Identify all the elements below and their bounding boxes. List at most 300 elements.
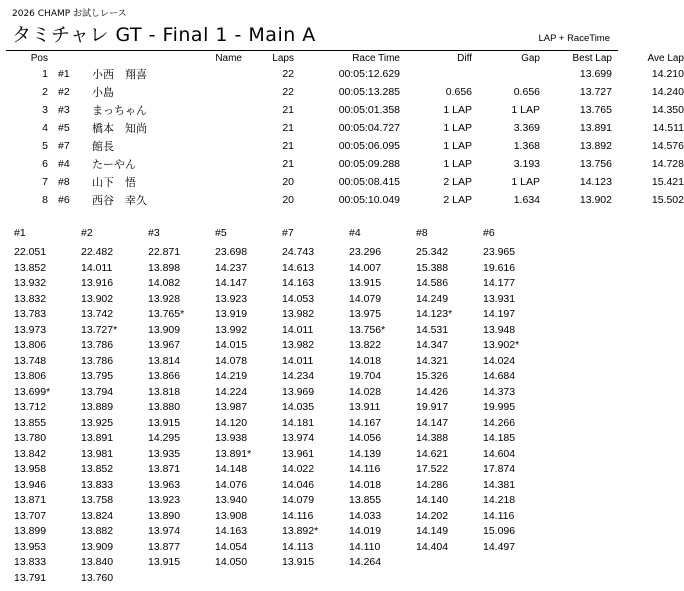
lap-time-cell: 23.965 [483,246,516,258]
result-laps: 20 [282,176,294,188]
lap-row [14,416,550,432]
results-table-body [10,65,684,209]
lap-time-cell [483,555,550,571]
lap-row [14,323,550,339]
lap-time-cell: 14.219 [215,370,248,382]
lap-time-cell: 14.054 [215,540,248,553]
lap-row [14,447,550,463]
result-race-time: 00:05:06.095 [338,140,400,152]
result-gap: 1 LAP [511,104,540,116]
lap-time-cell: 13.969 [282,385,315,398]
lap-time-cell: 14.373 [483,385,516,398]
lap-time-cell: 14.011 [81,261,113,274]
lap-time-cell: 14.076 [215,478,248,491]
lap-time-cell: 13.818 [148,385,181,398]
result-diff: 1 LAP [443,104,472,116]
lap-time-cell: 13.946 [14,478,47,491]
lap-time-cell: 13.961 [282,447,315,460]
lap-row [14,276,550,292]
lap-time-cell: 15.096 [483,525,516,537]
lap-column-header: #8 [416,227,428,239]
result-ave-lap: 15.502 [651,194,684,206]
result-laps: 20 [282,194,294,206]
lap-time-cell: 13.953 [14,540,47,553]
results-table [10,51,684,209]
lap-time-cell: 13.795 [81,370,114,382]
lap-time-cell: 13.935 [148,447,181,460]
lap-time-cell [483,571,550,587]
lap-time-cell: 13.902 [81,292,114,305]
result-best-lap: 13.756 [579,158,612,170]
result-diff: 0.656 [445,86,472,98]
lap-time-cell: 14.050 [215,556,248,568]
result-race-time: 00:05:09.288 [338,158,400,170]
lap-time-cell: 13.814 [148,354,181,367]
lap-time-cell: 23.296 [349,246,382,258]
lap-time-cell: 13.923 [148,494,181,506]
result-ave-lap: 15.421 [651,176,684,188]
lap-time-cell: 13.760 [81,571,114,584]
col-header-pos: Pos [30,53,48,64]
lap-time-cell: 13.890 [148,509,181,522]
lap-time-cell: 13.855 [14,416,47,429]
lap-time-cell: 13.871 [148,463,181,475]
lap-time-cell: 13.963 [148,478,181,491]
lap-time-cell: 14.022 [282,463,315,475]
table-row [10,101,684,119]
lap-row [14,245,550,261]
lap-time-cell: 14.266 [483,416,516,429]
lap-time-cell: 17.522 [416,463,449,475]
lap-time-cell: 13.899 [14,525,47,537]
result-driver-name: 橋本 知尚 [92,122,147,135]
result-ave-lap: 14.210 [651,68,684,80]
lap-times-table [14,227,550,586]
lap-time-cell: 14.218 [483,494,516,506]
lap-time-cell: 14.237 [215,261,248,274]
result-laps: 21 [282,104,294,116]
lap-time-cell: 14.185 [483,432,516,444]
lap-time-cell: 14.295 [148,432,181,444]
lap-column-header: #4 [349,227,361,239]
lap-time-cell: 14.028 [349,385,382,398]
result-pos: 7 [42,176,48,188]
lap-time-cell: 13.783 [14,308,47,320]
lap-row [14,540,550,556]
lap-time-cell: 22.051 [14,246,47,258]
col-header-ave-lap: Ave Lap [647,53,684,64]
lap-time-cell: 13.915 [349,277,382,289]
result-car-number: #3 [58,104,70,116]
result-car-number: #2 [58,86,70,98]
lap-time-cell: 13.948 [483,323,516,336]
lap-time-cell: 19.917 [416,401,449,413]
lap-time-cell [282,571,349,587]
lap-time-cell: 13.891* [215,447,252,460]
result-car-number: #4 [58,158,70,170]
lap-time-cell: 13.806 [14,370,47,382]
table-row [10,65,684,83]
lap-time-cell: 13.992 [215,323,248,336]
lap-row [14,338,550,354]
lap-time-cell: 13.987 [215,401,248,413]
result-car-number: #6 [58,194,70,206]
lap-time-cell: 13.958 [14,463,47,475]
lap-time-cell: 14.197 [483,308,516,320]
result-best-lap: 14.123 [579,176,612,188]
lap-time-cell: 14.140 [416,494,449,506]
result-ave-lap: 14.350 [651,104,684,116]
lap-time-cell: 14.404 [416,540,449,553]
lap-time-cell: 14.035 [282,401,315,413]
lap-time-cell: 13.871 [14,494,47,506]
lap-time-cell: 14.163 [215,525,248,537]
lap-time-cell: 13.699* [14,385,51,398]
result-pos: 2 [42,86,48,98]
result-driver-name: 山下 悟 [92,176,136,189]
lap-times-section [0,227,624,586]
results-header-row [10,51,684,65]
result-diff: 2 LAP [443,194,472,206]
result-pos: 1 [42,68,48,80]
lap-time-cell: 17.874 [483,463,516,475]
result-laps: 21 [282,122,294,134]
lap-time-cell: 14.388 [416,432,449,444]
result-car-number: #7 [58,140,70,152]
result-gap: 1.368 [513,140,540,152]
lap-time-cell: 15.388 [416,261,449,274]
result-laps: 21 [282,140,294,152]
table-row [10,137,684,155]
result-best-lap: 13.699 [579,68,612,80]
result-driver-name: 西谷 幸久 [92,194,147,207]
result-best-lap: 13.765 [579,104,612,116]
result-ave-lap: 14.511 [652,122,684,134]
lap-time-cell: 13.909 [148,323,181,336]
lap-time-cell: 14.684 [483,370,516,382]
lap-time-cell: 13.974 [282,432,315,444]
lap-time-cell: 13.932 [14,277,47,289]
lap-time-cell: 14.078 [215,354,248,367]
lap-time-cell: 13.707 [14,509,47,522]
lap-row [14,307,550,323]
lap-time-cell: 13.880 [148,401,181,413]
lap-time-cell: 13.909 [81,540,114,553]
lap-time-cell: 13.780 [14,432,47,444]
col-header-race-time: Race Time [352,53,400,64]
lap-time-cell [148,571,215,587]
result-laps: 21 [282,158,294,170]
lap-time-cell: 14.621 [416,447,449,460]
col-header-laps: Laps [272,53,294,64]
lap-time-cell: 14.019 [349,525,382,537]
lap-time-cell: 13.902* [483,339,520,351]
lap-column-header: #7 [282,227,294,239]
result-gap: 3.369 [513,122,540,134]
lap-time-cell: 14.426 [416,385,449,398]
lap-time-cell: 14.116 [483,509,515,522]
table-row [10,173,684,191]
lap-time-cell: 13.940 [215,494,248,506]
result-diff: 1 LAP [443,122,472,134]
lap-row [14,400,550,416]
result-driver-name: 館長 [92,140,114,153]
lap-time-cell: 14.079 [349,292,382,305]
lap-time-cell: 13.712 [14,401,47,413]
result-laps: 22 [282,68,294,80]
lap-time-cell: 13.866 [148,370,181,382]
result-race-time: 00:05:12.629 [338,68,400,80]
lap-time-cell: 13.840 [81,556,114,568]
result-race-time: 00:05:08.415 [338,176,400,188]
lap-time-cell: 13.915 [148,556,181,568]
result-ave-lap: 14.728 [651,158,684,170]
lap-row [14,509,550,525]
event-subtitle: 2026 CHAMP お試しレース [12,9,127,19]
result-pos: 4 [42,122,48,134]
result-ave-lap: 14.240 [651,86,684,98]
lap-time-cell: 19.995 [483,401,516,413]
result-gap: 1.634 [513,194,540,206]
lap-time-cell: 14.604 [483,447,516,460]
result-race-time: 00:05:04.727 [338,122,400,134]
lap-time-cell: 13.915 [148,416,181,429]
lap-time-cell: 13.916 [81,277,114,289]
lap-row [14,292,550,308]
lap-time-cell: 14.018 [349,478,382,491]
lap-row [14,462,550,478]
lap-time-cell: 14.234 [282,370,315,382]
lap-time-cell: 14.347 [416,339,449,351]
lap-time-cell: 13.852 [14,261,47,274]
lap-time-cell: 14.381 [483,478,516,491]
lap-time-cell: 14.147 [416,416,449,429]
lap-time-cell: 14.113 [282,540,314,553]
lap-time-cell [416,555,483,571]
lap-time-cell: 13.967 [148,339,181,351]
lap-time-cell: 14.149 [416,525,449,537]
lap-time-cell: 22.482 [81,246,114,258]
lap-time-cell: 14.015 [215,339,248,351]
lap-time-cell: 14.531 [416,323,449,336]
result-diff [400,65,472,83]
lap-time-cell: 13.982 [282,308,315,320]
lap-time-cell: 14.181 [282,416,315,429]
lap-time-cell: 14.148 [215,463,248,475]
result-best-lap: 13.891 [579,122,612,134]
lap-time-cell: 14.007 [349,261,382,274]
lap-time-cell: 14.116 [282,509,314,522]
result-car-number: #8 [58,176,70,188]
result-race-time: 00:05:13.285 [338,86,400,98]
lap-time-cell: 14.147 [215,277,248,289]
col-header-name: Name [215,53,242,64]
lap-time-cell: 14.586 [416,277,449,289]
lap-time-cell: 13.973 [14,323,47,336]
result-pos: 6 [42,158,48,170]
lap-time-cell: 13.974 [148,525,181,537]
lap-column-header: #1 [14,227,26,239]
lap-time-cell: 13.794 [81,385,114,398]
lap-time-cell: 14.224 [215,385,248,398]
lap-time-cell: 13.981 [81,447,114,460]
lap-time-cell: 23.698 [215,246,248,258]
lap-time-cell: 13.833 [81,478,114,491]
lap-time-cell: 14.264 [349,556,382,568]
lap-time-cell: 14.249 [416,292,449,305]
lap-time-cell: 13.756* [349,323,386,336]
lap-time-cell: 14.202 [416,509,449,522]
lap-time-cell: 14.123* [416,308,453,320]
lap-time-cell: 14.286 [416,478,449,491]
lap-time-cell: 14.116 [349,463,381,475]
lap-time-cell: 13.842 [14,447,47,460]
result-car-number: #1 [58,68,70,80]
result-driver-name: たーやん [92,158,136,171]
result-laps: 22 [282,86,294,98]
lap-time-cell: 13.742 [81,308,114,320]
lap-time-cell: 14.177 [483,277,516,289]
lap-time-cell: 13.852 [81,463,114,475]
lap-time-cell: 13.931 [483,292,516,305]
lap-time-cell: 13.919 [215,308,248,320]
result-gap: 3.193 [513,158,540,170]
lap-column-header: #3 [148,227,160,239]
result-diff: 1 LAP [443,158,472,170]
table-row [10,119,684,137]
lap-time-cell: 13.982 [282,339,315,351]
lap-time-cell: 13.891 [81,432,114,444]
lap-time-cell: 13.832 [14,292,47,305]
lap-time-cell: 14.082 [148,277,181,289]
lap-time-cell: 14.321 [416,354,449,367]
lap-time-cell [416,571,483,587]
lap-time-cell: 13.877 [148,540,181,553]
lap-time-cell: 13.925 [81,416,114,429]
lap-time-cell: 13.882 [81,525,114,537]
lap-row [14,385,550,401]
lap-time-cell: 14.167 [349,416,382,429]
table-row [10,155,684,173]
lap-time-cell: 14.024 [483,354,516,367]
lap-time-cell: 14.613 [282,261,315,274]
lap-row [14,524,550,540]
lap-time-cell: 14.011 [282,323,314,336]
lap-row [14,555,550,571]
result-race-time: 00:05:10.049 [338,194,400,206]
result-driver-name: 小西 翔喜 [92,68,147,81]
page-header [0,0,624,47]
lap-row [14,354,550,370]
lap-times-header-row [14,227,550,245]
result-diff: 1 LAP [443,140,472,152]
lap-time-cell: 14.011 [282,354,314,367]
lap-time-cell: 24.743 [282,246,315,258]
result-pos: 8 [42,194,48,206]
lap-time-cell: 13.822 [349,339,382,351]
lap-time-cell: 13.824 [81,509,114,522]
lap-time-cell: 14.110 [349,540,381,553]
lap-time-cell: 14.056 [349,432,382,444]
lap-time-cell: 25.342 [416,246,449,258]
lap-time-cell: 13.806 [14,339,47,351]
lap-time-cell: 13.791 [14,571,47,584]
result-best-lap: 13.727 [579,86,612,98]
lap-time-cell: 14.018 [349,354,382,367]
lap-row [14,493,550,509]
result-gap [472,65,540,83]
lap-time-cell: 13.975 [349,308,382,320]
page-title: タミチャレ GT - Final 1 - Main A [12,24,316,46]
lap-time-cell: 13.923 [215,292,248,305]
lap-column-header: #2 [81,227,93,239]
lap-time-cell: 15.326 [416,370,449,382]
lap-time-cell: 13.915 [282,556,315,568]
result-pos: 5 [42,140,48,152]
lap-time-cell: 13.928 [148,292,181,305]
lap-times-body [14,245,550,586]
result-race-time: 00:05:01.358 [338,104,400,116]
results-table-wrap [0,51,684,209]
result-gap: 1 LAP [511,176,540,188]
lap-time-cell: 13.911 [349,401,381,413]
result-best-lap: 13.892 [579,140,612,152]
lap-time-cell: 13.786 [81,339,114,351]
lap-time-cell: 19.704 [349,370,382,382]
result-car-number: #5 [58,122,70,134]
lap-time-cell: 14.053 [282,292,315,305]
lap-time-cell: 13.855 [349,494,382,506]
result-pos: 3 [42,104,48,116]
lap-time-cell: 13.786 [81,354,114,367]
lap-times-head [14,227,550,245]
result-best-lap: 13.902 [579,194,612,206]
lap-row [14,571,550,587]
result-gap: 0.656 [513,86,540,98]
lap-row [14,261,550,277]
lap-time-cell: 13.758 [81,494,114,506]
lap-row [14,431,550,447]
lap-time-cell: 14.120 [215,416,248,429]
lap-time-cell: 13.833 [14,556,47,568]
lap-time-cell: 14.079 [282,494,315,506]
lap-time-cell: 14.033 [349,509,382,522]
result-ave-lap: 14.576 [651,140,684,152]
col-header-gap: Gap [521,53,540,64]
lap-time-cell: 13.889 [81,401,114,413]
table-row [10,83,684,101]
col-header-diff: Diff [457,53,472,64]
lap-time-cell: 14.163 [282,277,315,289]
result-driver-name: まっちゃん [92,104,147,117]
lap-time-cell: 14.497 [483,540,516,553]
results-table-head [10,51,684,65]
result-driver-name: 小島 [92,86,114,99]
lap-time-cell [215,571,282,587]
table-row [10,191,684,209]
lap-time-cell: 14.139 [349,447,382,460]
lap-column-header: #6 [483,227,495,239]
col-header-car-number [48,51,92,65]
lap-time-cell: 13.898 [148,261,181,274]
result-diff: 2 LAP [443,176,472,188]
lap-time-cell: 13.748 [14,354,47,367]
lap-time-cell: 13.727* [81,323,118,336]
title-row [10,20,614,47]
lap-row [14,478,550,494]
report-type-label: LAP + RaceTime [538,33,610,44]
lap-time-cell: 13.938 [215,432,248,444]
